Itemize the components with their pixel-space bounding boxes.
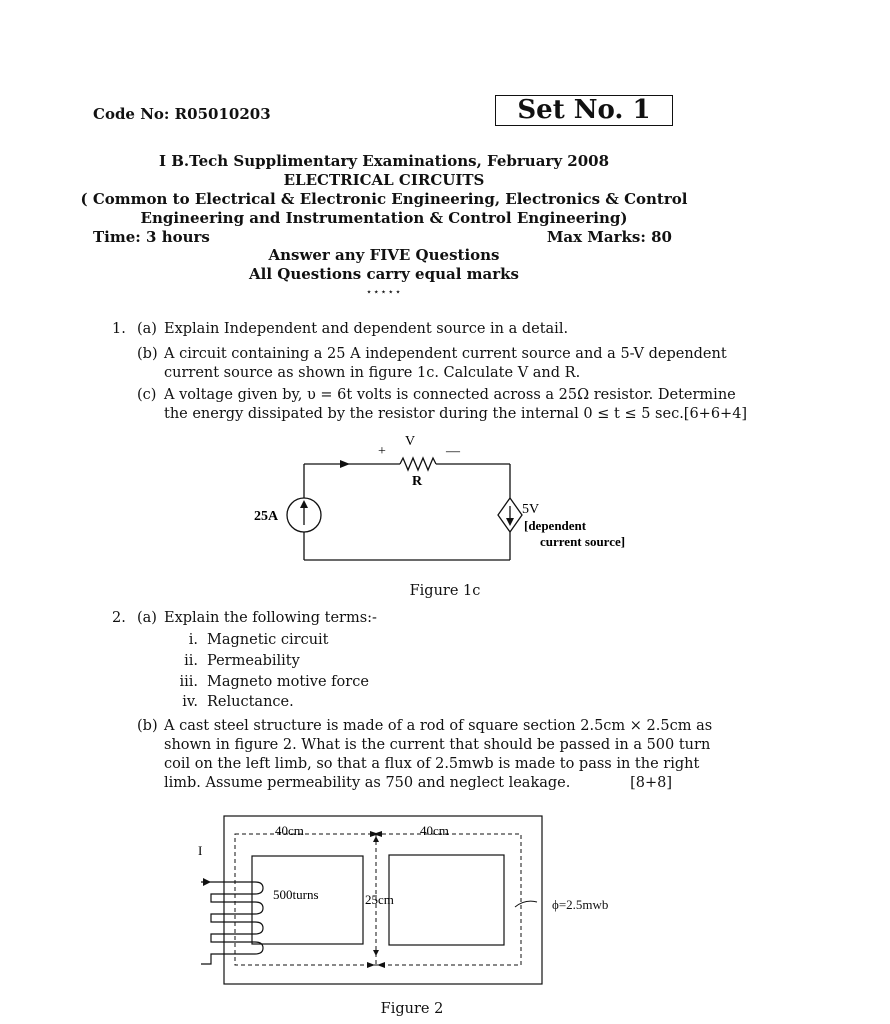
q1-c-line2: the energy dissipated by the resistor during the internal 0 ≤ t ≤ 5 sec.[6+6+4] xyxy=(164,406,748,422)
q2-item-label: iii. xyxy=(179,674,198,690)
flux-label: ϕ=2.5mwb xyxy=(552,897,609,912)
q2-item-label: i. xyxy=(188,632,198,648)
instruction-2: All Questions carry equal marks xyxy=(249,265,519,283)
common-line2: Engineering and Instrumentation & Control Engineering) xyxy=(140,209,628,227)
q2-a-text: Explain the following terms:- xyxy=(164,610,377,626)
q1-b-line1: A circuit containing a 25 A independent current source and a 5-V dependent xyxy=(164,346,727,362)
turns-label: 500turns xyxy=(273,887,319,902)
dim-arrow-icon xyxy=(373,831,382,837)
dep-source-arrow-down-icon xyxy=(506,518,514,526)
dep-source-value: 5V xyxy=(522,502,540,517)
figure-2-caption: Figure 2 xyxy=(380,1001,444,1017)
q1-c-line1: A voltage given by, υ = 6t volts is connected across a 25Ω resistor. Determine xyxy=(164,387,736,403)
q2-item-label: ii. xyxy=(184,653,198,669)
figure-2-magnetic-circuit xyxy=(195,812,555,992)
q1-b-label: (b) xyxy=(137,346,158,362)
dim-label-left: 40cm xyxy=(275,823,304,838)
q1-a-text: Explain Independent and dependent source in a detail. xyxy=(164,321,569,337)
source-arrow-up-icon xyxy=(300,500,308,508)
q2-b-line4: limb. Assume permeability as 750 and neglect leakage. xyxy=(164,775,571,791)
max-marks-label: Max Marks: 80 xyxy=(546,228,672,246)
instruction-1: Answer any FIVE Questions xyxy=(268,246,500,264)
dim-arrow-icon xyxy=(377,962,385,968)
q1-number: 1. xyxy=(112,321,126,337)
figure-1c-circuit xyxy=(240,428,626,568)
flux-pointer xyxy=(515,901,537,907)
dep-source-label2: current source] xyxy=(540,534,626,549)
current-label: I xyxy=(198,843,203,858)
q2-item-text: Reluctance. xyxy=(207,694,294,710)
current-arrow-icon xyxy=(340,460,350,468)
dim-arrow-icon xyxy=(367,962,375,968)
q2-b-line2: shown in figure 2. What is the current that should be passed in a 500 turn xyxy=(164,737,711,753)
q1-b-line2: current source as shown in figure 1c. Calculate V and R. xyxy=(164,365,581,381)
resistor-label: R xyxy=(412,474,423,489)
subject-title: ELECTRICAL CIRCUITS xyxy=(283,171,485,189)
plus-sign: + xyxy=(378,444,386,459)
stars-divider: ⋆⋆⋆⋆⋆ xyxy=(365,287,403,298)
coil xyxy=(201,882,263,964)
minus-sign: — xyxy=(446,444,460,459)
q2-item-text: Permeability xyxy=(207,653,300,669)
q2-b-label: (b) xyxy=(137,718,158,734)
exam-title: I B.Tech Supplimentary Examinations, February 2008 xyxy=(159,152,609,170)
q2-b-marks: [8+8] xyxy=(630,775,672,791)
figure-1c-caption: Figure 1c xyxy=(409,583,481,599)
dim-label-right: 40cm xyxy=(420,823,449,838)
resistor-r xyxy=(400,458,436,470)
source-value-label: 25A xyxy=(254,509,279,524)
dep-source-label1: [dependent xyxy=(524,518,587,533)
q2-item-text: Magneto motive force xyxy=(207,674,369,690)
dim-arrow-icon xyxy=(373,836,379,842)
dim-arrow-icon xyxy=(373,950,379,956)
q2-b-line1: A cast steel structure is made of a rod of square section 2.5cm × 2.5cm as xyxy=(164,718,713,734)
q2-item-label: iv. xyxy=(182,694,198,710)
right-window xyxy=(389,855,504,945)
voltage-label: V xyxy=(405,434,416,449)
q2-item-text: Magnetic circuit xyxy=(207,632,329,648)
q2-number: 2. xyxy=(112,610,126,626)
q2-b-line3: coil on the left limb, so that a flux of 2.5mwb is made to pass in the right xyxy=(164,756,700,772)
height-label: 25cm xyxy=(365,892,394,907)
q1-c-label: (c) xyxy=(137,387,157,403)
q1-a-label: (a) xyxy=(137,321,157,337)
exam-code: Code No: R05010203 xyxy=(93,105,271,123)
q2-a-label: (a) xyxy=(137,610,157,626)
set-number-box: Set No. 1 xyxy=(495,95,673,126)
current-arrow-icon xyxy=(203,878,211,886)
time-label: Time: 3 hours xyxy=(93,228,210,246)
common-line1: ( Common to Electrical & Electronic Engineering, Electronics & Control xyxy=(80,190,688,208)
